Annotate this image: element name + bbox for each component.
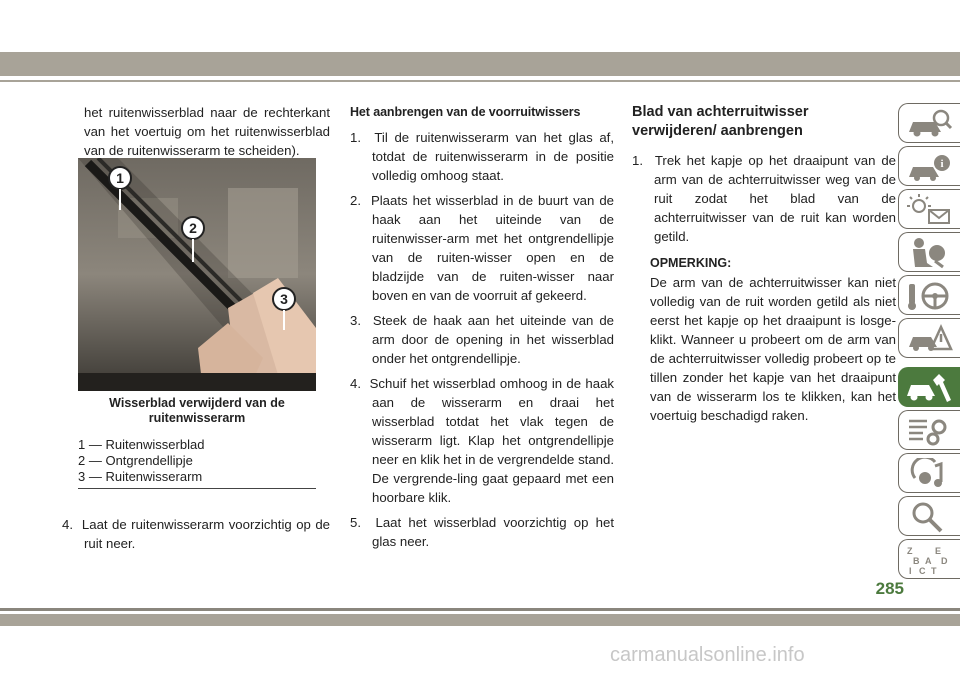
- list-item: [350, 128, 614, 185]
- footer-band: [0, 614, 960, 626]
- figure-caption: Wisserblad verwijderd van de ruitenwisserarm: [109, 396, 285, 425]
- legend-divider: [78, 488, 316, 489]
- step-text: Trek het kapje op het draaipunt van de arm van de achterruitwisser weg van de ruit zodat het blad van de achterruitwisser van de ruit kan worden getild.: [654, 153, 896, 244]
- note-heading: OPMERKING:: [650, 256, 732, 270]
- figure-legend: [78, 437, 316, 485]
- step-text: Til de ruitenwisserarm van het glas af, totdat de ruitenwisserarm in de positie volledig omhoog staat.: [372, 130, 615, 183]
- wiper-blade-illustration: [78, 158, 316, 391]
- footer-rule: [0, 608, 960, 611]
- tab-service-maintenance[interactable]: [898, 367, 960, 407]
- step-text: Plaats het wisserblad in de buurt van de haak aan het uiteinde van de ruitenwisser-arm met het ontgrendellipje van de ruiten-wisser open en de bladzijde van de ruiten-wisser naar boven en van de voorruit af gekeerd.: [370, 193, 614, 303]
- svg-text:A: A: [925, 556, 932, 566]
- car-info-icon: [905, 151, 953, 183]
- note-text: De arm van de achterruitwisser kan niet volledig van de ruit worden getild als niet eerst het kapje op het draaipunt is losge-klikt. Wanneer u probeert om de arm van de achterruitwisser volledig probeert op te tillen zonder het kapje van het draaipunt van de wisserarm los te klikken, kan het voertuig beschadigd raken.: [650, 275, 896, 423]
- svg-text:B: B: [913, 556, 920, 566]
- column-1: [62, 103, 330, 160]
- svg-text:T: T: [931, 566, 937, 576]
- legend-item: 1 — Ruitenwisserblad: [78, 437, 205, 452]
- index-letters-icon: [905, 544, 953, 576]
- section-heading: Blad van achterruitwisser verwijderen/ aanbrengen: [632, 104, 809, 139]
- step-text: Laat het wisserblad voorzichtig op het glas neer.: [372, 515, 615, 549]
- multimedia-icon: [905, 458, 953, 490]
- header-band: [0, 52, 960, 76]
- column-3: [632, 103, 896, 425]
- callout-1-label: 1: [116, 170, 124, 186]
- step-number: 4.: [62, 517, 73, 532]
- tab-car-dashboard[interactable]: [898, 103, 960, 143]
- tab-car-info[interactable]: [898, 146, 960, 186]
- intro-text: het ruitenwisserblad naar de rechterkant van het voertuig om het ruitenwisserblad van de ruitenwisserarm te scheiden).: [84, 105, 330, 158]
- roadside-warning-icon: [905, 323, 953, 355]
- search-icon: [905, 501, 953, 533]
- column-2: [350, 103, 614, 557]
- svg-text:I: I: [909, 566, 912, 576]
- airbag-seat-icon: [905, 237, 953, 269]
- header-rule: [0, 80, 960, 82]
- column1-step-4: [62, 515, 330, 559]
- svg-text:i: i: [940, 158, 944, 170]
- car-service-wrench-icon: [905, 372, 953, 404]
- page-number: 285: [875, 579, 904, 598]
- svg-text:Z: Z: [907, 546, 913, 556]
- tab-warning-lights[interactable]: [898, 189, 960, 229]
- step-number: 3.: [350, 313, 361, 328]
- car-dashboard-icon: [905, 108, 953, 140]
- step-text: Steek de haak aan het uiteinde van de arm door de opening in het wisserblad onder het ontgrendellipje.: [372, 313, 614, 366]
- list-item: [350, 374, 614, 507]
- step-text: Schuif het wisserblad omhoog in de haak aan de wisserarm en draai het wisserblad totdat het vlak tegen de wisserarm ligt. Klap het ontgrendellipje neer en klik het in de vergrendelde stand. De vergrende-ling gaat gepaard met een hoorbare klik.: [369, 376, 615, 505]
- svg-text:D: D: [941, 556, 948, 566]
- step-number: 2.: [350, 193, 361, 208]
- tab-airbag-seat[interactable]: [898, 232, 960, 272]
- tab-multimedia[interactable]: [898, 453, 960, 493]
- specs-gears-icon: [905, 415, 953, 447]
- section-subheading: Het aanbrengen van de voorruitwissers: [350, 105, 581, 119]
- list-item: [350, 513, 614, 551]
- svg-text:C: C: [919, 566, 926, 576]
- list-item: [350, 191, 614, 305]
- warning-lights-message-icon: [905, 194, 953, 226]
- starting-driving-icon: [905, 280, 953, 312]
- callout-2-label: 2: [189, 220, 197, 236]
- callout-3-label: 3: [280, 291, 288, 307]
- tab-index[interactable]: [898, 539, 960, 579]
- step-text: Laat de ruitenwisserarm voorzichtig op de ruit neer.: [81, 517, 330, 551]
- tab-roadside[interactable]: [898, 318, 960, 358]
- step-number: 5.: [350, 515, 361, 530]
- list-item: [632, 151, 896, 246]
- watermark: carmanualsonline.info: [610, 644, 805, 666]
- step-number: 1.: [350, 130, 361, 145]
- list-item: [350, 311, 614, 368]
- tab-specifications[interactable]: [898, 410, 960, 450]
- step-number: 1.: [632, 153, 643, 168]
- tab-starting-driving[interactable]: [898, 275, 960, 315]
- svg-text:E: E: [935, 546, 942, 556]
- step-number: 4.: [350, 376, 361, 391]
- tab-search[interactable]: [898, 496, 960, 536]
- legend-item: 2 — Ontgrendellipje: [78, 453, 193, 468]
- wiper-photo: [78, 158, 316, 391]
- legend-item: 3 — Ruitenwisserarm: [78, 469, 203, 484]
